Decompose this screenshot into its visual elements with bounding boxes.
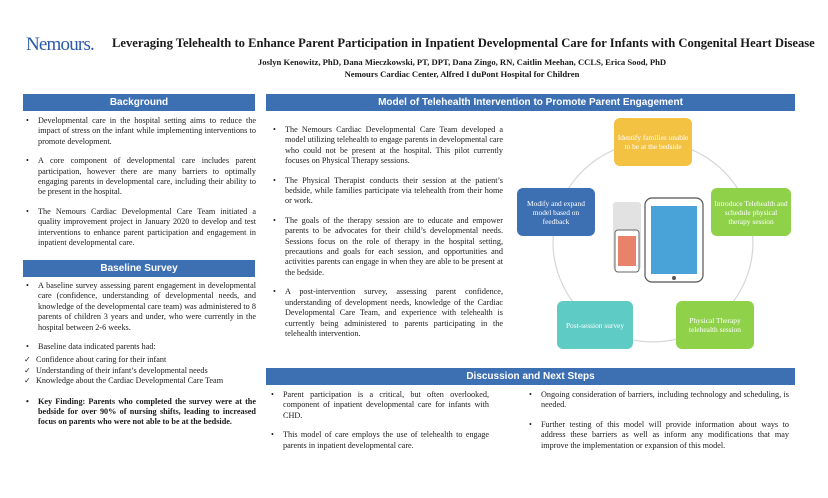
check-item: ✓ Knowledge about the Cardiac Developmental Care Team (24, 376, 224, 386)
phone-icon (613, 202, 641, 272)
discussion-right (527, 390, 789, 460)
list-item: • This model of care employs the use of telehealth to engage parents in inpatient developmental care. (271, 430, 489, 450)
list-item: • The Nemours Cardiac Developmental Care Team developed a model utilizing telehealth to engage parents in developmental care who could not be present at the hospital. This pilot currently focuses on Physical Therapy sessions. (273, 125, 503, 166)
key-finding: • Key Finding: Parents who completed the survey were at the bedside for over 90% of nursing shifts, leading to increased focus on parents who were not able to be at the bedside. (26, 396, 256, 427)
list-item: • The Nemours Cardiac Developmental Care Team initiated a quality improvement project in January 2020 to develop and test interventions to enhance parent participation and engagement in inpatient developmental care. (26, 206, 256, 248)
list-item: • Baseline data indicated parents had: (26, 342, 156, 352)
list-item: • The Physical Therapist conducts their session at the patient’s bedside, while families participate via telehealth from their home or work. (273, 175, 503, 206)
cycle-step-survey: Post-session survey (557, 301, 633, 349)
list-item: • A core component of developmental care includes parent participation, however there are many barriers to optimally engaging parents in developmental care, including their ability to be present in the hospital. (26, 156, 256, 197)
logo-text: Nemours. (26, 34, 95, 55)
list-item: • Developmental care in the hospital setting aims to reduce the impact of stress on the infant while implementing interventions to promote development. (26, 116, 256, 146)
list-item: • The goals of the therapy session are to educate and empower parents to be advocates for their child’s developmental needs. Sessions focus on the role of therapy in the hospital setting, precautions and goals for each session, and opportunities and activities parents can engage in when they are able to be present at the bedside. (273, 215, 503, 277)
model-heading: Model of Telehealth Intervention to Promote Parent Engagement (266, 94, 795, 111)
affiliation: Nemours Cardiac Center, Alfred I duPont Hospital for Children (344, 69, 580, 79)
check-icon: ✓ (24, 365, 31, 375)
check-item: ✓ Understanding of their infant’s developmental needs (24, 365, 208, 375)
list-item: • A post-intervention survey, assessing parent confidence, understanding of development needs, knowledge of the Cardiac Developmental Care Team, and experience with telehealth is currently being administered to parents participating in the telehealth intervention. (273, 287, 503, 338)
list-item: • Parent participation is a critical, but often overlooked, component of inpatient developmental care for infants with CHD. (271, 390, 489, 420)
model-section (271, 125, 503, 348)
background-heading: Background (23, 94, 255, 111)
author-list: Joslyn Kenowitz, PhD, Dana Mieczkowski, PT, DPT, Dana Zingo, RN, Caitlin Meehan, CCLS, Erica Sood, PhD (257, 57, 667, 67)
cycle-step-introduce: Introduce Telehealth and schedule physical therapy session (711, 188, 791, 236)
baseline-section (24, 281, 256, 437)
cycle-step-session: Physical Therapy telehealth session (676, 301, 754, 349)
poster-title: Leveraging Telehealth to Enhance Parent Participation in Inpatient Developmental Care for Infants with Congenital Heart Disease (112, 36, 815, 50)
discussion-heading: Discussion and Next Steps (266, 368, 795, 385)
list-item: • A baseline survey assessing parent engagement in developmental care (confidence, understanding of developmental needs, and knowledge of the developmental care team) was administered to 8 parents of children 3 years and under, who were currently in the hospital between 2-6 weeks. (26, 281, 256, 332)
tablet-icon (645, 198, 703, 282)
cycle-step-identify: Identify families unable to be at the bedside (614, 118, 692, 166)
baseline-heading: Baseline Survey (23, 260, 255, 277)
nemours-logo (26, 32, 106, 56)
check-item: ✓ Confidence about caring for their infant (24, 355, 167, 365)
list-item: • Further testing of this model will provide information about ways to address these barriers as well as inform any modifications that may improve the implementation or expansion of this model. (529, 419, 789, 450)
background-section (24, 116, 256, 257)
check-icon: ✓ (24, 355, 31, 365)
check-icon: ✓ (24, 376, 31, 386)
discussion-left (269, 390, 489, 460)
authors-block (112, 56, 812, 80)
list-item: • Ongoing consideration of barriers, including technology and scheduling, is needed. (529, 390, 789, 410)
cycle-step-modify: Modify and expand model based on feedback (517, 188, 595, 236)
